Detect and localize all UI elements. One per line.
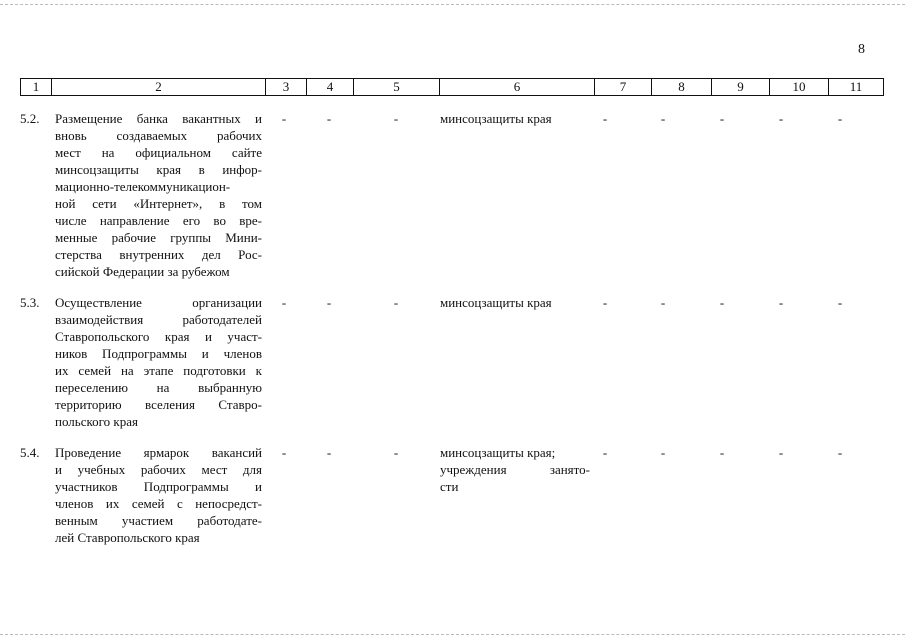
description-line: и учебных рабочих мест для (55, 462, 262, 477)
header-col-5: 5 (354, 79, 440, 96)
description-line: мест на официальном сайте (55, 145, 262, 160)
header-col-10: 10 (770, 79, 829, 96)
description-line: числе направление его во вре- (55, 213, 262, 228)
header-col-3: 3 (266, 79, 307, 96)
row-description (55, 110, 262, 280)
cell-col-4: - (326, 445, 332, 460)
description-line: членов их семей с непосредст- (55, 496, 262, 511)
executor-line: минсоцзащиты края (440, 111, 552, 126)
cell-col-11: - (837, 445, 843, 460)
cell-col-7: - (602, 445, 608, 460)
description-line: территорию вселения Ставро- (55, 397, 262, 412)
row-number: 5.4. (20, 445, 40, 460)
description-line: стерства внутренних дел Рос- (55, 247, 262, 262)
page-number: 8 (858, 42, 865, 57)
cell-col-3: - (281, 445, 287, 460)
cell-col-10: - (778, 445, 784, 460)
description-line: ников Подпрограммы и членов (55, 346, 262, 361)
cell-col-4: - (326, 111, 332, 126)
description-line: ной сети «Интернет», в том (55, 196, 262, 211)
cell-col-8: - (660, 445, 666, 460)
description-line: вновь создаваемых рабочих (55, 128, 262, 143)
cell-col-9: - (719, 445, 725, 460)
cell-col-7: - (602, 295, 608, 310)
header-col-8: 8 (652, 79, 712, 96)
cell-col-9: - (719, 111, 725, 126)
header-col-1: 1 (21, 79, 52, 96)
description-line: переселению на выбранную (55, 380, 262, 395)
description-line: польского края (55, 414, 138, 429)
description-line: участников Подпрограммы и (55, 479, 262, 494)
description-line: менные рабочие группы Мини- (55, 230, 262, 245)
header-col-7: 7 (595, 79, 652, 96)
cell-col-8: - (660, 111, 666, 126)
row-number: 5.3. (20, 295, 40, 310)
cell-col-11: - (837, 111, 843, 126)
cell-col-10: - (778, 295, 784, 310)
cell-col-4: - (326, 295, 332, 310)
cell-col-5: - (393, 295, 399, 310)
scan-edge-bottom (0, 634, 905, 636)
cell-col-3: - (281, 295, 287, 310)
description-line: лей Ставропольского края (55, 530, 200, 545)
executor-cell (440, 294, 590, 311)
cell-col-5: - (393, 445, 399, 460)
scan-edge-top (0, 4, 905, 6)
cell-col-7: - (602, 111, 608, 126)
cell-col-11: - (837, 295, 843, 310)
description-line: мационно-телекоммуникацион- (55, 179, 231, 194)
header-col-6: 6 (440, 79, 595, 96)
description-line: их семей на этапе подготовки к (55, 363, 262, 378)
executor-line: минсоцзащиты края; (440, 445, 556, 460)
description-line: Размещение банка вакантных и (55, 111, 262, 126)
executor-cell (440, 444, 590, 495)
cell-col-10: - (778, 111, 784, 126)
description-line: Проведение ярмарок вакансий (55, 445, 262, 460)
description-line: минсоцзащиты края в инфор- (55, 162, 262, 177)
description-line: Осуществление организации (55, 295, 262, 310)
executor-line: минсоцзащиты края (440, 295, 552, 310)
header-row (21, 79, 884, 96)
cell-col-3: - (281, 111, 287, 126)
header-col-9: 9 (712, 79, 770, 96)
description-line: взаимодействия работодателей (55, 312, 262, 327)
description-line: Ставропольского края и участ- (55, 329, 262, 344)
row-description (55, 444, 262, 546)
row-description (55, 294, 262, 430)
cell-col-5: - (393, 111, 399, 126)
cell-col-8: - (660, 295, 666, 310)
executor-line: учреждения занято- (440, 462, 590, 477)
row-number: 5.2. (20, 111, 40, 126)
cell-col-9: - (719, 295, 725, 310)
executor-cell (440, 110, 590, 127)
description-line: венным участием работодате- (55, 513, 262, 528)
description-line: сийской Федерации за рубежом (55, 264, 230, 279)
header-col-4: 4 (307, 79, 354, 96)
header-col-11: 11 (829, 79, 884, 96)
column-header-table (20, 78, 884, 96)
executor-line: сти (440, 479, 459, 494)
header-col-2: 2 (52, 79, 266, 96)
